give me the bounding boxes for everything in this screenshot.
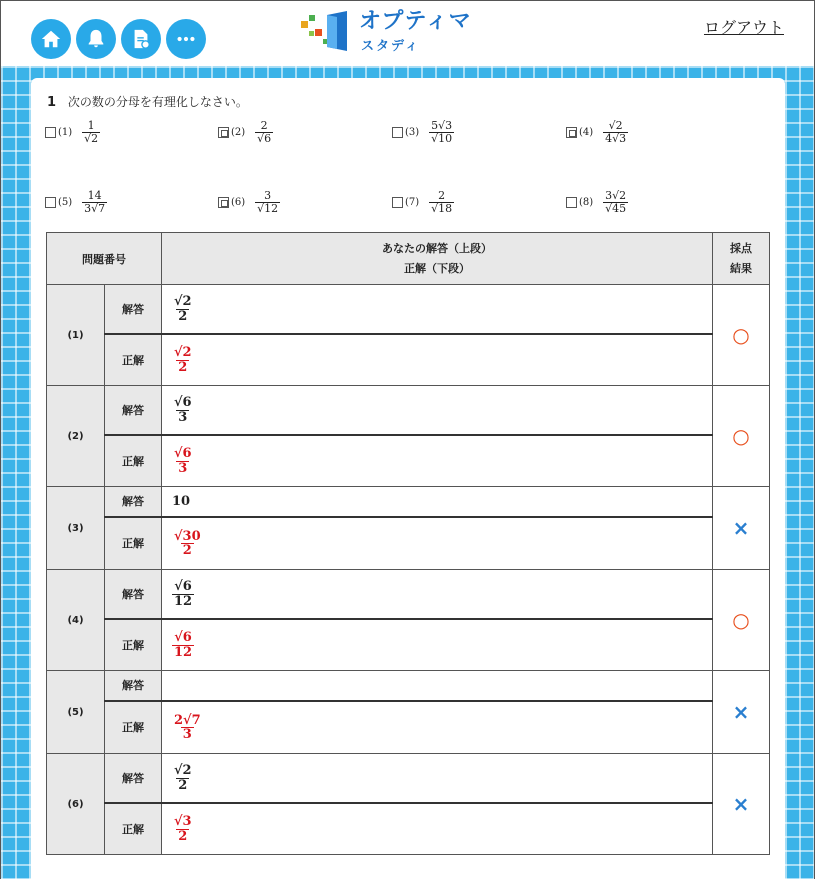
problem-label: (3) — [405, 126, 420, 138]
answer-label: 解答 — [105, 754, 162, 803]
problem-fraction — [82, 190, 107, 214]
fraction-denominator: √6 — [257, 131, 272, 145]
table-row — [47, 285, 770, 334]
header-answer — [162, 233, 713, 285]
problem-fraction — [603, 120, 628, 144]
answer-cell — [162, 570, 713, 619]
answer-cell — [162, 671, 713, 701]
fraction-numerator: 14 — [87, 189, 102, 202]
correct-cell — [162, 701, 713, 754]
problem-label: (1) — [58, 126, 73, 138]
fraction-denominator: 2 — [178, 828, 188, 844]
problem-fraction — [255, 120, 273, 144]
answer-table — [46, 232, 770, 855]
header — [0, 0, 815, 66]
table-row — [47, 517, 770, 570]
correct-fraction — [172, 447, 194, 475]
problem-checkbox[interactable] — [218, 127, 229, 138]
table-row — [47, 435, 770, 487]
problem-fraction — [603, 190, 628, 214]
header-problem-number: 問題番号 — [47, 233, 162, 285]
answer-fraction — [172, 580, 194, 608]
correct-label: 正解 — [105, 803, 162, 855]
result-cell: × — [713, 671, 770, 754]
fraction-numerator: 2 — [260, 119, 268, 132]
answer-cell — [162, 386, 713, 435]
table-row — [47, 570, 770, 619]
problem-7 — [392, 190, 454, 214]
correct-label: 正解 — [105, 619, 162, 671]
answer-label: 解答 — [105, 570, 162, 619]
correct-fraction — [172, 346, 194, 374]
problem-number-cell: (3) — [47, 487, 105, 570]
table-row — [47, 386, 770, 435]
document-button[interactable] — [121, 19, 161, 59]
notification-button[interactable] — [76, 19, 116, 59]
logo — [301, 9, 472, 55]
fraction-denominator: 2 — [178, 777, 188, 793]
header-answer-line1: あなたの解答（上段） — [382, 241, 492, 255]
header-answer-line2: 正解（下段） — [404, 261, 470, 275]
header-result-line2: 結果 — [730, 261, 752, 275]
header-result — [713, 233, 770, 285]
fraction-numerator: 2 — [438, 189, 446, 202]
correct-cell — [162, 334, 713, 386]
correct-fraction — [172, 530, 203, 558]
header-result-line1: 採点 — [730, 241, 752, 255]
problem-checkbox[interactable] — [566, 197, 577, 208]
problem-checkbox[interactable] — [45, 197, 56, 208]
table-row — [47, 754, 770, 803]
fraction-numerator: 3√2 — [605, 189, 627, 202]
fraction-denominator: √12 — [257, 201, 279, 215]
more-button[interactable] — [166, 19, 206, 59]
problem-checkbox[interactable] — [45, 127, 56, 138]
table-row — [47, 487, 770, 517]
fraction-numerator: √2 — [174, 345, 192, 361]
answer-value: 10 — [172, 493, 191, 509]
fraction-denominator: 3√7 — [84, 201, 106, 215]
fraction-numerator: √6 — [174, 579, 192, 595]
problem-8 — [566, 190, 628, 214]
problem-2 — [218, 120, 273, 144]
fraction-numerator: √2 — [174, 294, 192, 310]
fraction-denominator: 12 — [174, 593, 193, 609]
answer-label: 解答 — [105, 487, 162, 517]
correct-cell — [162, 619, 713, 671]
correct-label: 正解 — [105, 701, 162, 754]
problem-fraction — [255, 190, 280, 214]
nav-icons — [31, 19, 206, 59]
correct-fraction — [172, 815, 194, 843]
fraction-denominator: √18 — [431, 201, 453, 215]
correct-fraction — [172, 714, 203, 742]
fraction-denominator: 2 — [182, 543, 192, 559]
fraction-numerator: √6 — [174, 395, 192, 411]
correct-fraction — [172, 631, 194, 659]
correct-label: 正解 — [105, 334, 162, 386]
problem-fraction — [429, 190, 454, 214]
question-title — [47, 93, 248, 110]
fraction-denominator: √10 — [431, 131, 453, 145]
answer-fraction — [172, 764, 194, 792]
problem-number-cell: (1) — [47, 285, 105, 386]
problem-1 — [45, 120, 100, 144]
home-button[interactable] — [31, 19, 71, 59]
problem-fraction — [82, 120, 100, 144]
fraction-denominator: 4√3 — [605, 131, 627, 145]
problem-checkbox[interactable] — [218, 197, 229, 208]
table-row — [47, 671, 770, 701]
problem-label: (6) — [231, 196, 246, 208]
problem-checkbox[interactable] — [392, 127, 403, 138]
problem-6 — [218, 190, 280, 214]
problem-label: (7) — [405, 196, 420, 208]
answer-label: 解答 — [105, 671, 162, 701]
more-icon — [175, 28, 197, 50]
problem-number-cell: (2) — [47, 386, 105, 487]
table-row — [47, 803, 770, 855]
fraction-denominator: 2 — [178, 359, 188, 375]
answer-fraction — [172, 295, 194, 323]
home-icon — [40, 28, 62, 50]
correct-label: 正解 — [105, 435, 162, 487]
problem-3 — [392, 120, 454, 144]
correct-label: 正解 — [105, 517, 162, 570]
problem-label: (2) — [231, 126, 246, 138]
fraction-denominator: 3 — [178, 409, 188, 425]
table-row — [47, 701, 770, 754]
answer-cell — [162, 487, 713, 517]
problem-number-cell: (5) — [47, 671, 105, 754]
problem-checkbox[interactable] — [566, 127, 577, 138]
fraction-numerator: 3 — [264, 189, 272, 202]
fraction-numerator: √6 — [174, 630, 192, 646]
problem-4 — [566, 120, 628, 144]
correct-cell — [162, 435, 713, 487]
result-cell: × — [713, 487, 770, 570]
answer-fraction — [172, 396, 194, 424]
document-icon — [130, 28, 152, 50]
fraction-numerator: √3 — [174, 814, 192, 830]
problem-number-cell: (6) — [47, 754, 105, 855]
fraction-denominator: √2 — [84, 131, 99, 145]
answer-label: 解答 — [105, 386, 162, 435]
fraction-numerator: 1 — [87, 119, 95, 132]
logo-subtitle: スタディ — [361, 39, 420, 54]
result-cell: × — [713, 754, 770, 855]
bell-icon — [85, 28, 107, 50]
answer-cell — [162, 754, 713, 803]
result-cell: ○ — [713, 570, 770, 671]
question-number: 1 — [47, 95, 57, 110]
logo-title: オプティマ — [359, 9, 472, 34]
fraction-denominator: √45 — [605, 201, 627, 215]
result-cell: ○ — [713, 285, 770, 386]
problem-number-cell: (4) — [47, 570, 105, 671]
fraction-denominator: 12 — [174, 644, 193, 660]
logout-link[interactable]: ログアウト — [703, 18, 784, 37]
fraction-numerator: √2 — [608, 119, 623, 132]
answer-label: 解答 — [105, 285, 162, 334]
logo-mark-icon — [301, 9, 353, 55]
problem-checkbox[interactable] — [392, 197, 403, 208]
table-row — [47, 619, 770, 671]
fraction-numerator: √2 — [174, 763, 192, 779]
answer-cell — [162, 285, 713, 334]
correct-cell — [162, 517, 713, 570]
fraction-denominator: 3 — [182, 727, 192, 743]
problem-label: (5) — [58, 196, 73, 208]
problem-5 — [45, 190, 107, 214]
table-row — [47, 334, 770, 386]
problem-label: (8) — [579, 196, 594, 208]
problem-fraction — [429, 120, 454, 144]
fraction-denominator: 3 — [178, 460, 188, 476]
fraction-denominator: 2 — [178, 308, 188, 324]
fraction-numerator: 2√7 — [174, 712, 201, 728]
fraction-numerator: √6 — [174, 446, 192, 462]
question-prompt: 次の数の分母を有理化しなさい。 — [67, 95, 248, 109]
fraction-numerator: √30 — [174, 528, 201, 544]
problem-label: (4) — [579, 126, 594, 138]
correct-cell — [162, 803, 713, 855]
result-cell: ○ — [713, 386, 770, 487]
fraction-numerator: 5√3 — [431, 119, 453, 132]
